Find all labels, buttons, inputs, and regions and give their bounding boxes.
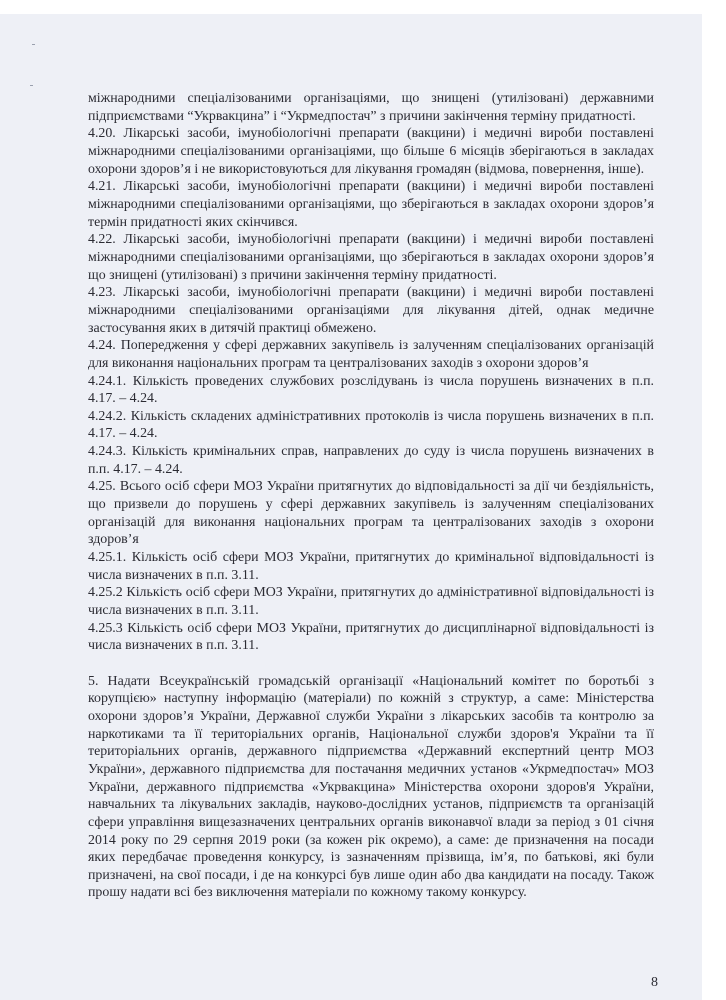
paragraph-4-22: 4.22. Лікарські засоби, імунобіологічні препарати (вакцини) і медичні вироби поставлені міжнародними спеціалізованими організаціями, що зберігаються в закладах охорони здоров’я що знищені (утилізовані) з причини закінчення терміну придатності.	[88, 232, 654, 283]
paragraph-4-25-1: 4.25.1. Кількість осіб сфери МОЗ України, притягнутих до кримінальної відповідальності із числа визначених в п.п. 3.11.	[88, 550, 654, 583]
paragraph-4-25-2: 4.25.2 Кількість осіб сфери МОЗ України, притягнутих до адміністративної відповідальності із числа визначених в п.п. 3.11.	[88, 585, 654, 619]
paragraph-continuation: міжнародними спеціалізованими організаціями, що знищені (утилізовані) державними підприємствами “Укрвакцина” і “Укрмедпостач” з причини закінчення терміну придатності.	[88, 91, 654, 124]
paragraph-4-21: 4.21. Лікарські засоби, імунобіологічні препарати (вакцини) і медичні вироби поставлені міжнародними спеціалізованими організаціями, що зберігаються в закладах охорони здоров’я термін придатності яких скінчився.	[88, 179, 654, 230]
paragraph-4-24: 4.24. Попередження у сфері державних закупівель із залученням спеціалізованих організацій для виконання національних програм та централізованих заходів з охорони здоров’я	[88, 338, 654, 371]
paragraph-4-24-1: 4.24.1. Кількість проведених службових розслідувань із числа порушень визначених в п.п. 4.17. – 4.24.	[88, 373, 654, 407]
page-number: 8	[651, 975, 658, 990]
paragraph-4-24-2: 4.24.2. Кількість складених адміністративних протоколів із числа порушень визначених в п.п. 4.17. – 4.24.	[88, 408, 654, 442]
paragraph-4-24-3: 4.24.3. Кількість кримінальних справ, направлених до суду із числа порушень визначених в п.п. 4.17. – 4.24.	[88, 444, 654, 477]
paragraph-4-20: 4.20. Лікарські засоби, імунобіологічні препарати (вакцини) і медичні вироби поставлені міжнародними спеціалізованими організаціями, що більше 6 місяців зберігаються в закладах охорони здоров’я і не використовуються для лікування громадян (відмова, повернення, інше).	[88, 126, 654, 177]
paragraph-gap	[88, 655, 654, 673]
paragraph-4-25: 4.25. Всього осіб сфери МОЗ України притягнутих до відповідальності за дії чи бездіяльність, що призвели до порушень у сфері державних закупівель із залученням спеціалізованих організацій для виконання національних програм та централізованих заходів з охорони здоров’я	[88, 479, 654, 548]
document-body	[88, 90, 654, 902]
scan-speck	[32, 44, 35, 45]
scan-speck	[30, 85, 33, 86]
paragraph-4-25-3: 4.25.3 Кількість осіб сфери МОЗ України, притягнутих до дисциплінарної відповідальності із числа визначених в п.п. 3.11.	[88, 620, 654, 654]
paragraph-4-23: 4.23. Лікарські засоби, імунобіологічні препарати (вакцини) і медичні вироби поставлені міжнародними спеціалізованими організаціями для лікування дітей, однак медичне застосування яких в дитячій практиці обмежено.	[88, 285, 654, 336]
paragraph-5: 5. Надати Всеукраїнській громадській організації «Національний комітет по боротьбі з корупцією» наступну інформацію (матеріали) по кожній з структур, а саме: Міністерства охорони здоров’я України, Державної служби України з лікарських засобів та контролю за наркотиками та її територіальних органів, Національної служби здоров'я України та її територіальних органів, державного підприємства «Державний експертний центр МОЗ України», державного підприємства для постачання медичних установ «Укрмедпостач» МОЗ України, державного підприємства «Укрвакцина» Міністерства охорони здоров'я України, навчальних та лікувальних закладів, науково-дослідних установ, підприємств та організацій сфери управління вищезазначених центральних органів виконавчої влади за період з 01 січня 2014 року по 29 серпня 2019 роки (за кожен рік окремо), а саме: де призначення на посади яких передбачає проведення конкурсу, із зазначенням прізвища, ім’я, по батькові, які були призначені, на свої посади, і де на конкурсі був лише один або два кандидати на посаду. Також прошу надати всі без виключення матеріали по кожному такому конкурсу.	[88, 673, 654, 901]
